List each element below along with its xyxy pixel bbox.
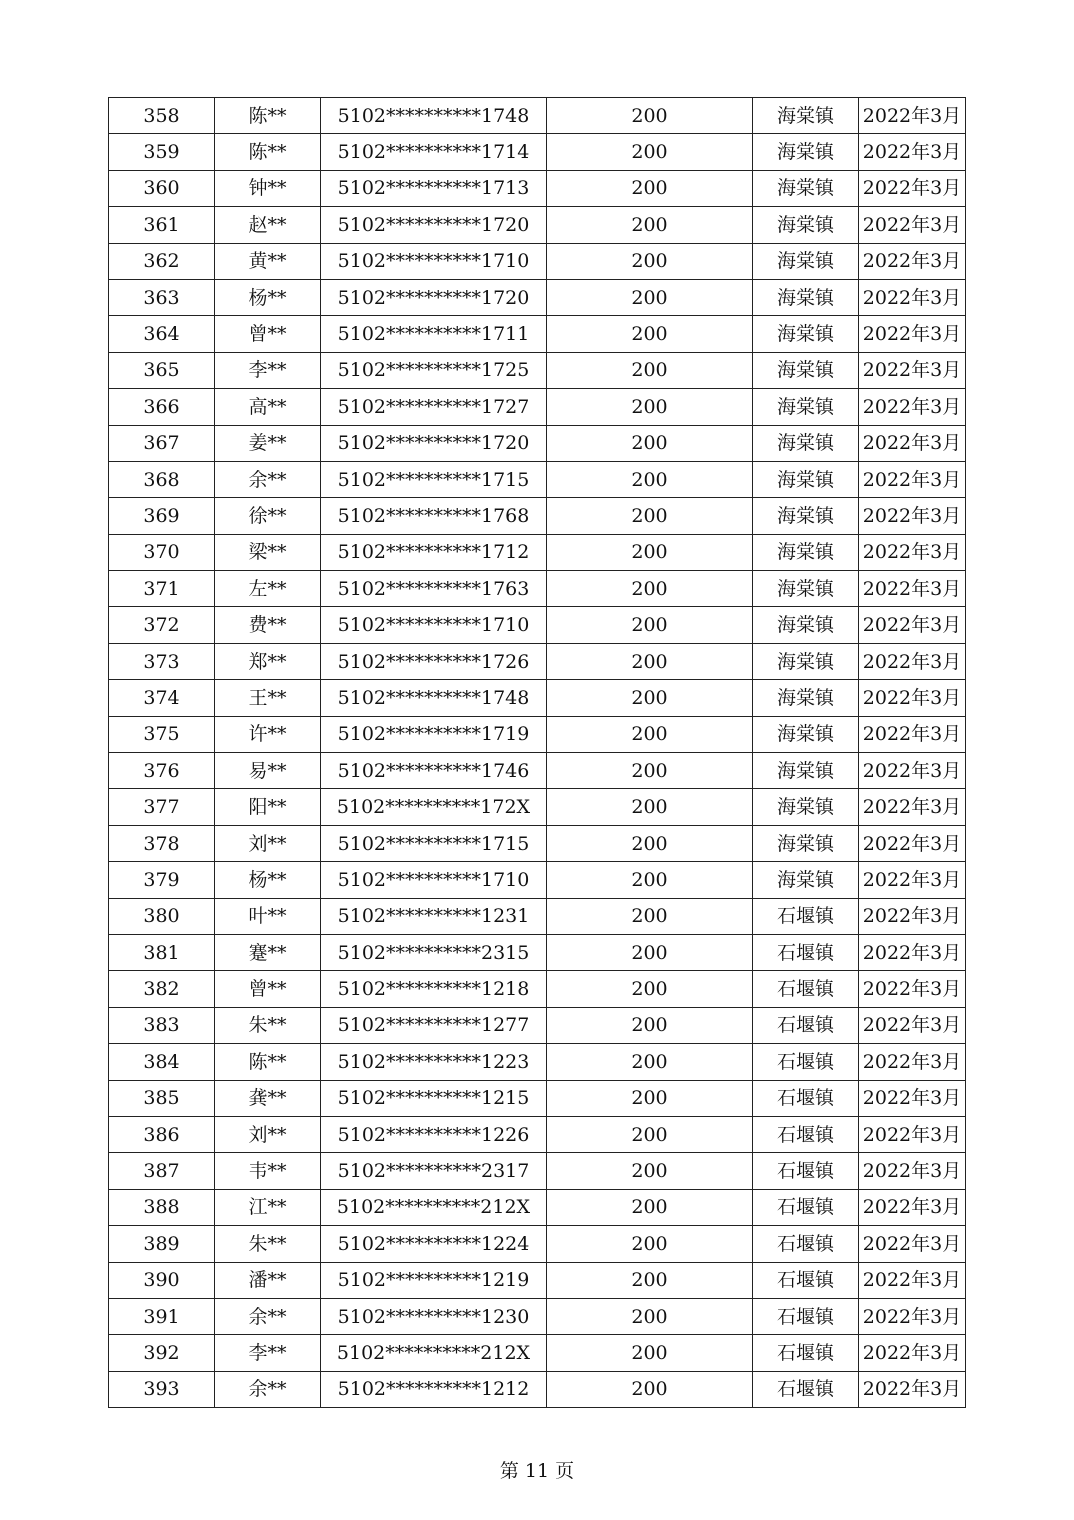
- town-cell: 海棠镇: [753, 207, 859, 243]
- row-number-cell: 389: [109, 1226, 215, 1262]
- town-cell: 石堰镇: [753, 1298, 859, 1334]
- town-cell: 石堰镇: [753, 1371, 859, 1407]
- row-number-cell: 374: [109, 680, 215, 716]
- name-cell: 李**: [215, 1335, 321, 1371]
- amount-cell: 200: [547, 1080, 753, 1116]
- name-cell: 蹇**: [215, 934, 321, 970]
- town-cell: 海棠镇: [753, 716, 859, 752]
- name-cell: 徐**: [215, 498, 321, 534]
- name-cell: 李**: [215, 352, 321, 388]
- name-cell: 潘**: [215, 1262, 321, 1298]
- date-cell: 2022年3月: [859, 207, 966, 243]
- date-cell: 2022年3月: [859, 243, 966, 279]
- name-cell: 易**: [215, 753, 321, 789]
- date-cell: 2022年3月: [859, 1007, 966, 1043]
- id-number-cell: 5102**********1726: [321, 643, 547, 679]
- id-number-cell: 5102**********1714: [321, 134, 547, 170]
- amount-cell: 200: [547, 534, 753, 570]
- name-cell: 江**: [215, 1189, 321, 1225]
- table-row: [109, 680, 966, 716]
- amount-cell: 200: [547, 1335, 753, 1371]
- date-cell: 2022年3月: [859, 898, 966, 934]
- name-cell: 钟**: [215, 170, 321, 206]
- town-cell: 海棠镇: [753, 316, 859, 352]
- id-number-cell: 5102**********212X: [321, 1335, 547, 1371]
- row-number-cell: 380: [109, 898, 215, 934]
- row-number-cell: 390: [109, 1262, 215, 1298]
- table-row: [109, 1153, 966, 1189]
- date-cell: 2022年3月: [859, 352, 966, 388]
- name-cell: 阳**: [215, 789, 321, 825]
- date-cell: 2022年3月: [859, 643, 966, 679]
- row-number-cell: 373: [109, 643, 215, 679]
- row-number-cell: 363: [109, 279, 215, 315]
- town-cell: 石堰镇: [753, 1044, 859, 1080]
- amount-cell: 200: [547, 498, 753, 534]
- amount-cell: 200: [547, 753, 753, 789]
- town-cell: 海棠镇: [753, 862, 859, 898]
- date-cell: 2022年3月: [859, 607, 966, 643]
- town-cell: 海棠镇: [753, 98, 859, 134]
- town-cell: 石堰镇: [753, 1007, 859, 1043]
- row-number-cell: 386: [109, 1116, 215, 1152]
- amount-cell: 200: [547, 825, 753, 861]
- id-number-cell: 5102**********1230: [321, 1298, 547, 1334]
- town-cell: 石堰镇: [753, 971, 859, 1007]
- id-number-cell: 5102**********1212: [321, 1371, 547, 1407]
- table-row: [109, 207, 966, 243]
- date-cell: 2022年3月: [859, 1226, 966, 1262]
- id-number-cell: 5102**********1712: [321, 534, 547, 570]
- name-cell: 左**: [215, 571, 321, 607]
- row-number-cell: 387: [109, 1153, 215, 1189]
- amount-cell: 200: [547, 1371, 753, 1407]
- town-cell: 海棠镇: [753, 825, 859, 861]
- id-number-cell: 5102**********1715: [321, 461, 547, 497]
- row-number-cell: 381: [109, 934, 215, 970]
- name-cell: 陈**: [215, 98, 321, 134]
- table-row: [109, 425, 966, 461]
- name-cell: 刘**: [215, 1116, 321, 1152]
- row-number-cell: 383: [109, 1007, 215, 1043]
- date-cell: 2022年3月: [859, 571, 966, 607]
- town-cell: 海棠镇: [753, 134, 859, 170]
- id-number-cell: 5102**********1710: [321, 243, 547, 279]
- id-number-cell: 5102**********1710: [321, 862, 547, 898]
- row-number-cell: 359: [109, 134, 215, 170]
- table-row: [109, 862, 966, 898]
- id-number-cell: 5102**********1277: [321, 1007, 547, 1043]
- town-cell: 海棠镇: [753, 571, 859, 607]
- table-row: [109, 316, 966, 352]
- date-cell: 2022年3月: [859, 1262, 966, 1298]
- name-cell: 费**: [215, 607, 321, 643]
- name-cell: 黄**: [215, 243, 321, 279]
- row-number-cell: 362: [109, 243, 215, 279]
- town-cell: 石堰镇: [753, 1335, 859, 1371]
- table-row: [109, 279, 966, 315]
- date-cell: 2022年3月: [859, 825, 966, 861]
- id-number-cell: 5102**********1710: [321, 607, 547, 643]
- amount-cell: 200: [547, 898, 753, 934]
- town-cell: 石堰镇: [753, 1116, 859, 1152]
- amount-cell: 200: [547, 207, 753, 243]
- table-row: [109, 1116, 966, 1152]
- date-cell: 2022年3月: [859, 134, 966, 170]
- row-number-cell: 388: [109, 1189, 215, 1225]
- id-number-cell: 5102**********1224: [321, 1226, 547, 1262]
- id-number-cell: 5102**********1768: [321, 498, 547, 534]
- table-row: [109, 243, 966, 279]
- id-number-cell: 5102**********1219: [321, 1262, 547, 1298]
- amount-cell: 200: [547, 934, 753, 970]
- table-row: [109, 971, 966, 1007]
- name-cell: 余**: [215, 1298, 321, 1334]
- id-number-cell: 5102**********1763: [321, 571, 547, 607]
- date-cell: 2022年3月: [859, 934, 966, 970]
- name-cell: 韦**: [215, 1153, 321, 1189]
- table-row: [109, 1298, 966, 1334]
- amount-cell: 200: [547, 1153, 753, 1189]
- town-cell: 海棠镇: [753, 352, 859, 388]
- id-number-cell: 5102**********1223: [321, 1044, 547, 1080]
- name-cell: 郑**: [215, 643, 321, 679]
- amount-cell: 200: [547, 279, 753, 315]
- town-cell: 石堰镇: [753, 898, 859, 934]
- table-row: [109, 1189, 966, 1225]
- page-number-footer: 第 11 页: [499, 1460, 575, 1482]
- name-cell: 王**: [215, 680, 321, 716]
- amount-cell: 200: [547, 461, 753, 497]
- amount-cell: 200: [547, 607, 753, 643]
- date-cell: 2022年3月: [859, 534, 966, 570]
- amount-cell: 200: [547, 862, 753, 898]
- table-row: [109, 753, 966, 789]
- name-cell: 赵**: [215, 207, 321, 243]
- table-row: [109, 1007, 966, 1043]
- row-number-cell: 372: [109, 607, 215, 643]
- id-number-cell: 5102**********1215: [321, 1080, 547, 1116]
- town-cell: 海棠镇: [753, 789, 859, 825]
- amount-cell: 200: [547, 971, 753, 1007]
- table-row: [109, 1371, 966, 1407]
- town-cell: 石堰镇: [753, 1262, 859, 1298]
- table-row: [109, 389, 966, 425]
- table-row: [109, 1080, 966, 1116]
- id-number-cell: 5102**********1727: [321, 389, 547, 425]
- town-cell: 海棠镇: [753, 461, 859, 497]
- date-cell: 2022年3月: [859, 98, 966, 134]
- date-cell: 2022年3月: [859, 279, 966, 315]
- date-cell: 2022年3月: [859, 1153, 966, 1189]
- amount-cell: 200: [547, 98, 753, 134]
- table-row: [109, 571, 966, 607]
- date-cell: 2022年3月: [859, 498, 966, 534]
- id-number-cell: 5102**********1715: [321, 825, 547, 861]
- amount-cell: 200: [547, 1116, 753, 1152]
- id-number-cell: 5102**********172X: [321, 789, 547, 825]
- amount-cell: 200: [547, 1007, 753, 1043]
- row-number-cell: 378: [109, 825, 215, 861]
- date-cell: 2022年3月: [859, 170, 966, 206]
- table-row: [109, 134, 966, 170]
- row-number-cell: 379: [109, 862, 215, 898]
- date-cell: 2022年3月: [859, 753, 966, 789]
- name-cell: 余**: [215, 461, 321, 497]
- row-number-cell: 376: [109, 753, 215, 789]
- row-number-cell: 361: [109, 207, 215, 243]
- amount-cell: 200: [547, 389, 753, 425]
- id-number-cell: 5102**********1226: [321, 1116, 547, 1152]
- date-cell: 2022年3月: [859, 680, 966, 716]
- id-number-cell: 5102**********2317: [321, 1153, 547, 1189]
- row-number-cell: 365: [109, 352, 215, 388]
- amount-cell: 200: [547, 1262, 753, 1298]
- row-number-cell: 360: [109, 170, 215, 206]
- row-number-cell: 370: [109, 534, 215, 570]
- town-cell: 海棠镇: [753, 607, 859, 643]
- name-cell: 梁**: [215, 534, 321, 570]
- id-number-cell: 5102**********1748: [321, 680, 547, 716]
- town-cell: 石堰镇: [753, 1226, 859, 1262]
- town-cell: 海棠镇: [753, 753, 859, 789]
- amount-cell: 200: [547, 170, 753, 206]
- amount-cell: 200: [547, 425, 753, 461]
- id-number-cell: 5102**********1720: [321, 279, 547, 315]
- date-cell: 2022年3月: [859, 389, 966, 425]
- date-cell: 2022年3月: [859, 316, 966, 352]
- date-cell: 2022年3月: [859, 1044, 966, 1080]
- row-number-cell: 364: [109, 316, 215, 352]
- id-number-cell: 5102**********1746: [321, 753, 547, 789]
- table-row: [109, 498, 966, 534]
- name-cell: 许**: [215, 716, 321, 752]
- date-cell: 2022年3月: [859, 789, 966, 825]
- town-cell: 石堰镇: [753, 1189, 859, 1225]
- row-number-cell: 368: [109, 461, 215, 497]
- name-cell: 曾**: [215, 971, 321, 1007]
- row-number-cell: 391: [109, 1298, 215, 1334]
- date-cell: 2022年3月: [859, 1116, 966, 1152]
- date-cell: 2022年3月: [859, 1080, 966, 1116]
- amount-cell: 200: [547, 789, 753, 825]
- id-number-cell: 5102**********1711: [321, 316, 547, 352]
- row-number-cell: 392: [109, 1335, 215, 1371]
- date-cell: 2022年3月: [859, 971, 966, 1007]
- row-number-cell: 367: [109, 425, 215, 461]
- row-number-cell: 366: [109, 389, 215, 425]
- amount-cell: 200: [547, 1189, 753, 1225]
- town-cell: 海棠镇: [753, 389, 859, 425]
- id-number-cell: 5102**********1725: [321, 352, 547, 388]
- table-row: [109, 1044, 966, 1080]
- table-row: [109, 1262, 966, 1298]
- id-number-cell: 5102**********1713: [321, 170, 547, 206]
- name-cell: 朱**: [215, 1007, 321, 1043]
- town-cell: 海棠镇: [753, 243, 859, 279]
- amount-cell: 200: [547, 352, 753, 388]
- name-cell: 刘**: [215, 825, 321, 861]
- amount-cell: 200: [547, 1298, 753, 1334]
- amount-cell: 200: [547, 1044, 753, 1080]
- town-cell: 石堰镇: [753, 934, 859, 970]
- table-row: [109, 1226, 966, 1262]
- row-number-cell: 375: [109, 716, 215, 752]
- row-number-cell: 393: [109, 1371, 215, 1407]
- name-cell: 朱**: [215, 1226, 321, 1262]
- town-cell: 石堰镇: [753, 1153, 859, 1189]
- town-cell: 海棠镇: [753, 425, 859, 461]
- name-cell: 杨**: [215, 862, 321, 898]
- id-number-cell: 5102**********1218: [321, 971, 547, 1007]
- name-cell: 杨**: [215, 279, 321, 315]
- id-number-cell: 5102**********1719: [321, 716, 547, 752]
- table-row: [109, 461, 966, 497]
- amount-cell: 200: [547, 134, 753, 170]
- name-cell: 高**: [215, 389, 321, 425]
- town-cell: 海棠镇: [753, 279, 859, 315]
- id-number-cell: 5102**********1720: [321, 425, 547, 461]
- table-row: [109, 789, 966, 825]
- name-cell: 陈**: [215, 1044, 321, 1080]
- row-number-cell: 382: [109, 971, 215, 1007]
- date-cell: 2022年3月: [859, 1371, 966, 1407]
- table-row: [109, 607, 966, 643]
- id-number-cell: 5102**********1720: [321, 207, 547, 243]
- amount-cell: 200: [547, 316, 753, 352]
- table-row: [109, 170, 966, 206]
- row-number-cell: 384: [109, 1044, 215, 1080]
- id-number-cell: 5102**********1231: [321, 898, 547, 934]
- subsidy-roster-table: [108, 97, 966, 1408]
- amount-cell: 200: [547, 571, 753, 607]
- row-number-cell: 377: [109, 789, 215, 825]
- table-body: [109, 98, 966, 1408]
- name-cell: 叶**: [215, 898, 321, 934]
- table-row: [109, 898, 966, 934]
- table-row: [109, 352, 966, 388]
- amount-cell: 200: [547, 643, 753, 679]
- name-cell: 龚**: [215, 1080, 321, 1116]
- id-number-cell: 5102**********212X: [321, 1189, 547, 1225]
- table-row: [109, 1335, 966, 1371]
- table-row: [109, 534, 966, 570]
- row-number-cell: 385: [109, 1080, 215, 1116]
- town-cell: 海棠镇: [753, 170, 859, 206]
- name-cell: 曾**: [215, 316, 321, 352]
- id-number-cell: 5102**********1748: [321, 98, 547, 134]
- amount-cell: 200: [547, 716, 753, 752]
- table-row: [109, 643, 966, 679]
- row-number-cell: 371: [109, 571, 215, 607]
- table-row: [109, 825, 966, 861]
- amount-cell: 200: [547, 680, 753, 716]
- town-cell: 海棠镇: [753, 498, 859, 534]
- date-cell: 2022年3月: [859, 1189, 966, 1225]
- amount-cell: 200: [547, 243, 753, 279]
- name-cell: 余**: [215, 1371, 321, 1407]
- town-cell: 海棠镇: [753, 534, 859, 570]
- table-row: [109, 934, 966, 970]
- date-cell: 2022年3月: [859, 1298, 966, 1334]
- town-cell: 海棠镇: [753, 680, 859, 716]
- table-row: [109, 716, 966, 752]
- date-cell: 2022年3月: [859, 716, 966, 752]
- date-cell: 2022年3月: [859, 425, 966, 461]
- date-cell: 2022年3月: [859, 862, 966, 898]
- row-number-cell: 369: [109, 498, 215, 534]
- name-cell: 陈**: [215, 134, 321, 170]
- town-cell: 石堰镇: [753, 1080, 859, 1116]
- date-cell: 2022年3月: [859, 461, 966, 497]
- town-cell: 海棠镇: [753, 643, 859, 679]
- name-cell: 姜**: [215, 425, 321, 461]
- row-number-cell: 358: [109, 98, 215, 134]
- amount-cell: 200: [547, 1226, 753, 1262]
- date-cell: 2022年3月: [859, 1335, 966, 1371]
- id-number-cell: 5102**********2315: [321, 934, 547, 970]
- table-row: [109, 98, 966, 134]
